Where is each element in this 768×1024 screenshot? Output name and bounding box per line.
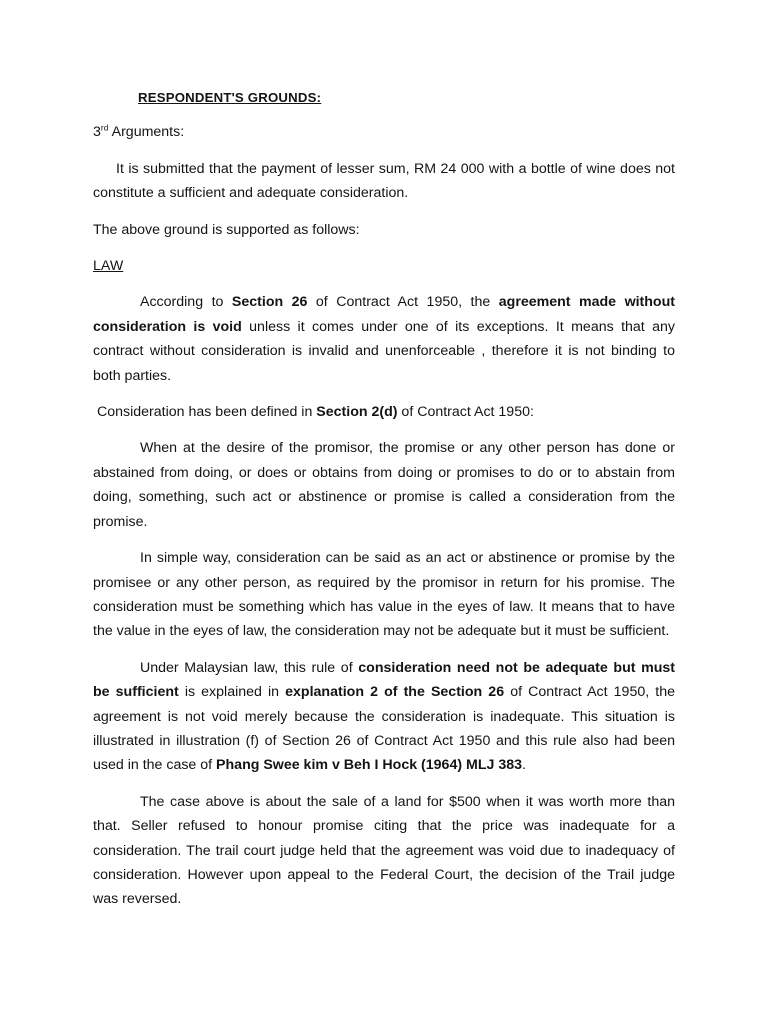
- arguments-number: 3: [93, 124, 101, 141]
- section-heading: RESPONDENT'S GROUNDS:: [138, 90, 322, 105]
- law-heading: LAW: [93, 258, 124, 275]
- paragraph-desire-promisor: When at the desire of the promisor, the promise or any other person has done or abstained from doing, or does or obtains from doing or promises to do or to abstain from doing, something, such act or abstinence or promise is called a consideration from the promise.: [93, 440, 675, 530]
- p3-bold-section: Section 26: [231, 294, 308, 311]
- p7-text-g: .: [522, 757, 526, 774]
- document-page: [93, 86, 675, 924]
- p7-text-e: of Contract Act 1950, the agreement is not void merely because the consideration is inadequate. This situation is illustrated in illustration (f) of Section 26 of Contract Act 1950 and this rule also had been used in the case of: [93, 684, 675, 774]
- p4-text-c: of Contract Act 1950:: [397, 404, 534, 421]
- paragraph-simple-way: In simple way, consideration can be said as an act or abstinence or promise by the promisee or any other person, as required by the promisor in return for his promise. The consideration must be something which has value in the eyes of law. It means that to have the value in the eyes of law, the consideration may not be adequate but it must be sufficient.: [93, 550, 675, 640]
- p3-text-e: unless it comes under one of its exceptions. It means that any contract without consideration is invalid and unenforceable , therefore it is not binding to both parties.: [93, 318, 675, 384]
- paragraph-malaysian-law: [93, 656, 675, 778]
- arguments-suffix: rd: [100, 122, 109, 133]
- p3-text-c: of Contract Act 1950, the: [307, 294, 499, 311]
- paragraph-support: The above ground is supported as follows:: [93, 221, 360, 238]
- paragraph-submission: It is submitted that the payment of lesser sum, RM 24 000 with a bottle of wine does not constitute a sufficient and adequate consideration.: [93, 160, 675, 202]
- p3-bold-void: agreement made without consideration is void: [93, 294, 675, 335]
- p7-bold-rule: consideration need not be adequate but must be sufficient: [93, 659, 675, 701]
- paragraph-case-summary: The case above is about the sale of a land for $500 when it was worth more than that. Seller refused to honour promise citing that the price was inadequate for a consideration. The trail court judge held that the agreement was void due to inadequacy of consideration. However upon appeal to the Federal Court, the decision of the Trail judge was reversed.: [93, 793, 675, 908]
- p4-text-a: Consideration has been defined in: [97, 404, 317, 421]
- arguments-label: [93, 120, 675, 144]
- p3-text-a: According to: [140, 294, 232, 311]
- paragraph-section-26: [93, 290, 675, 388]
- p7-bold-explanation: explanation 2 of the Section 26: [285, 684, 505, 701]
- arguments-text: Arguments:: [108, 124, 185, 141]
- p4-bold-section: Section 2(d): [316, 404, 398, 421]
- p7-text-c: is explained in: [178, 684, 286, 701]
- p7-text-a: Under Malaysian law, this rule of: [140, 659, 359, 676]
- paragraph-definition: [93, 400, 675, 424]
- p7-bold-case: Phang Swee kim v Beh I Hock (1964) MLJ 383: [216, 757, 522, 774]
